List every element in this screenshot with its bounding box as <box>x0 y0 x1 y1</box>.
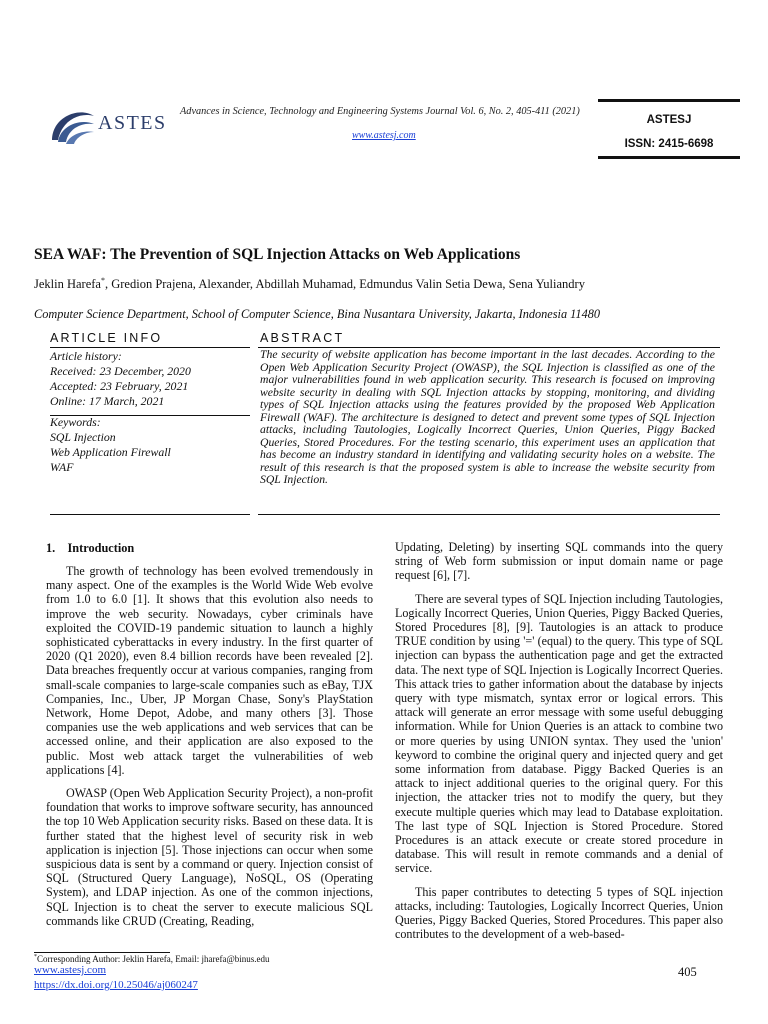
abstract-bottom-rule <box>258 514 720 515</box>
history-label: Article history: <box>50 349 122 363</box>
abstract-text: The security of website application has become important in the last decades. According to the Open Web Application Security Project (OWASP), the SQL Injection is classified as one of the major vulnerabilities found in web application security. This research is focused on improving website security in dealing with SQL Injection attacks by stopping, monitoring, and dividing types of SQL Injection attacks using the features provided by the proposed Web Application Firewall (WAF). The architecture is designed to detect and prevent some types of SQL Injection attacks, including Tautologies, Logically Incorrect Queries, Union Queries, Piggy Backed Queries, Stored Procedures. For the testing scenario, this experiment uses an application that has become an industry standard in identifying and validating security holes on a website. The result of this research is that the proposed system is able to increase the website security from SQL Injection. <box>260 348 715 487</box>
journal-citation: Advances in Science, Technology and Engineering Systems Journal Vol. 6, No. 2, 405-411 (2021) <box>180 106 580 117</box>
wave-logo-icon <box>48 100 98 150</box>
journal-url-link[interactable]: www.astesj.com <box>352 130 416 141</box>
affiliation: Computer Science Department, School of Computer Science, Bina Nusantara University, Jakarta, Indonesia 11480 <box>34 307 601 321</box>
info-top-rule <box>50 347 250 348</box>
first-author: Jeklin Harefa <box>34 277 101 292</box>
journal-issn: ISSN: 2415-6698 <box>624 138 714 150</box>
logo-text: ASTES <box>98 112 167 134</box>
paragraph: There are several types of SQL Injection including Tautologies, Logically Incorrect Queries, Union Queries, Piggy Backed Queries, Stored Procedures [8], [9]. Tautologies is an attack to produce TRUE condition by using '=' (equal) to the query. This type of SQL injection can bypass the authentication page and get the extracted data. The next type of SQL Injection is Logically Incorrect Queries. This attack tries to gather information about the database by injects query with type mismatch, syntax error or logical errors. This attack will generate an error message with some useful debugging information. While for Union Queries is an attack to combine two or more queries by using UNION syntax. They used the 'union' keyword to combine the original query and injected query and get some information from database. Piggy Backed Queries is an attack to inject additional queries to the original query. For this injection, the attacker tries not to modify the query, but they execute multiple queries which may lead to Database exploitation. The last type of SQL Injection is Stored Procedure. Stored Procedures is an attack execute or create stored procedure in database. This will result in remote commands and a denial of service. <box>395 591 723 876</box>
article-info-heading: ARTICLE INFO <box>50 331 163 345</box>
article-info <box>50 349 250 475</box>
author-list <box>34 276 585 292</box>
footnote-text: Corresponding Author: Jeklin Harefa, Email: jharefa@binus.edu <box>37 954 270 964</box>
corresponding-mark: * <box>100 276 105 285</box>
journal-abbrev: ASTESJ <box>646 114 692 126</box>
paragraph: OWASP (Open Web Application Security Project), a non-profit foundation that works to improve software security, has announced the top 10 Web Application security risks. Based on these data. It is further stated that the highest level of security risk in web application is injection [5]. Those injections can occur when some suspicious data is sent by a command or query. Injection consist of SQL (Structured Query Language), NoSQL, OS (Operating System), and LDAP injection. As one of the common injections, SQL Injection is to cheat the server to execute malicious SQL commands like CRUD (Creating, Reading, <box>46 786 373 928</box>
abstract-heading: ABSTRACT <box>260 331 345 345</box>
online-date: Online: 17 March, 2021 <box>50 394 165 408</box>
journal-id-box <box>598 99 740 159</box>
paragraph: This paper contributes to detecting 5 types of SQL injection attacks, including: Tautologies, Logically Incorrect Queries, Union Queries, Piggy Backed Queries, Stored Procedures. This paper also contributes to the development of a web-based- <box>395 884 723 942</box>
paragraph: The growth of technology has been evolved tremendously in many aspect. One of the examples is the World Wide Web evolve from 1.0 to 6.0 [1]. It shows that this evolution also needs to improve the web security. Nowadays, cyber criminals have exploited the COVID-19 pandemic situation to launch a highly sophisticated cyberattacks in every industry. In the first quarter of 2020 (Q1 2020), even 8.4 billion records have been revealed [2]. Data breaches frequently occur at various companies, ranging from small-scale companies to large-scale companies such as eBay, TJX Companies, Inc., Uber, JP Morgan Chase, Sony's PlayStation Network, Home Depot, Adobe, and many others [3]. Those companies use the web applications and web services that can be accessed online, and their application are also exposed to the public. Most web attack target the vulnerabilities of web applications [4]. <box>46 564 373 777</box>
paragraph: Updating, Deleting) by inserting SQL commands into the query string of Web form submission or input domain name or page request [6], [7]. <box>395 540 723 583</box>
section-heading-introduction: 1. Introduction <box>46 541 135 555</box>
doi-link[interactable]: https://dx.doi.org/10.25046/aj060247 <box>34 979 198 991</box>
paper-title: SEA WAF: The Prevention of SQL Injection Attacks on Web Applications <box>34 246 521 263</box>
footer-journal-link[interactable]: www.astesj.com <box>34 964 106 976</box>
keyword: SQL Injection <box>50 430 116 444</box>
keyword: WAF <box>50 460 74 474</box>
corresponding-author-footnote <box>34 954 269 964</box>
footnote-rule <box>34 952 170 953</box>
other-authors: , Gredion Prajena, Alexander, Abdillah Muhamad, Edmundus Valin Setia Dewa, Sena Yuliandry <box>104 277 585 292</box>
accepted-date: Accepted: 23 February, 2021 <box>50 379 189 393</box>
keyword: Web Application Firewall <box>50 445 171 459</box>
footnote-mark: * <box>34 954 37 960</box>
info-bottom-rule <box>50 514 250 515</box>
astes-logo <box>48 100 178 160</box>
page-number: 405 <box>678 965 697 979</box>
keywords-label: Keywords: <box>50 415 101 429</box>
received-date: Received: 23 December, 2020 <box>50 364 191 378</box>
left-column <box>46 564 373 937</box>
right-column <box>395 540 723 950</box>
